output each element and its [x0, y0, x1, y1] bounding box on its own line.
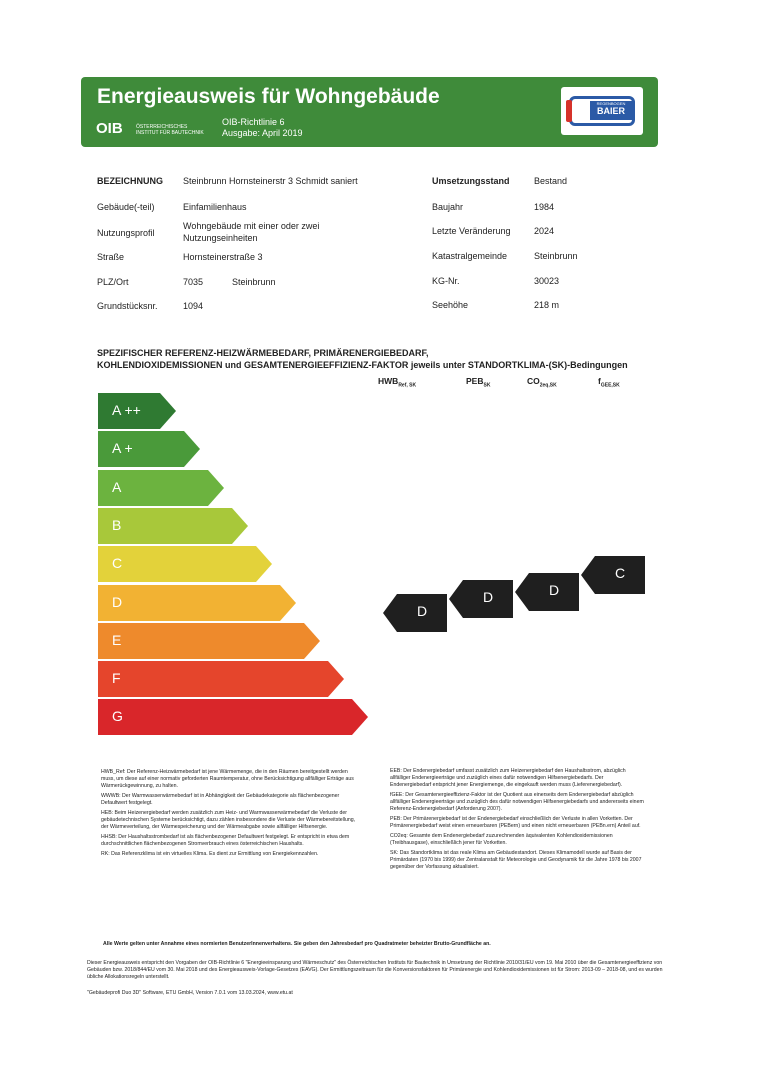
strasse-label: Straße [97, 252, 125, 262]
umsetzung-value: Bestand [534, 176, 568, 186]
rating-hwb-arrow [383, 594, 447, 632]
col-peb [466, 376, 490, 389]
strasse-value: Hornsteinerstraße 3 [183, 252, 263, 262]
baujahr-value: 1984 [534, 202, 555, 212]
col-fgee [598, 376, 620, 389]
scale-bar-7 [98, 661, 344, 697]
scale-bar-label: D [112, 593, 123, 610]
richtlinie-info [222, 117, 303, 139]
bezeichnung-label: BEZEICHNUNG [97, 176, 164, 186]
rating-hwb [383, 594, 447, 632]
logo-text [590, 101, 632, 120]
note-hwb: HWB_Ref: Der Referenz-Heizwärmebedarf ist jene Wärmemenge, die in den Räumen bereitgestellt werden muss, um diese auf einer normativ geforderten Raumtemperatur, ohne Berücksichtigung allfälliger Erträge aus Wärmerückgewinnung, zu halten. [101, 769, 354, 789]
scale-bar-0 [98, 393, 176, 429]
note-heb: HEB: Beim Heizenergiebedarf werden zusätzlich zum Heiz- und Warmwasserwärmebedarf die Verluste der gebäudetechnischen Systeme berücksichtigt, dazu zählen insbesondere die Verluste der Wärmebereitstellung, der Wärmeverteilung, der Wärmespeicherung und der Wärmeabgabe sowie allfälliger Hilfsenergie. [101, 810, 356, 830]
rating-fgee-arrow [581, 556, 645, 594]
rating-peb-arrow [449, 580, 513, 618]
note-sk: SK: Das Standortklima ist das reale Klima am Gebäudestandort. Dieses Klimamodell wurde auf Basis der Primärdaten (1970 bis 1999) der Zentralanstalt für Meteorologie und Geodynamik für die Jahre 1978 bis 2007 gegenüber der Vorfassung aktualisiert. [390, 850, 642, 870]
logo-brand-text: BAIER [596, 106, 625, 116]
note-eeb: EEB: Der Endenergiebedarf umfasst zusätzlich zum Heizenergiebedarf den Haushaltsstrom, abzüglich allfälliger Endenergieerträge und zuzüglich eines dafür notwendigen Hilfsenergiebedarfs. Der Endenergiebedarf entspricht jener Energiemenge, die eingekauft werden muss (Lieferenergiebedarf). [390, 768, 626, 788]
footer-legal: Dieser Energieausweis entspricht den Vorgaben der OIB-Richtlinie 6 "Energieeinsparung und Wärmeschutz" des Österreichischen Instituts für Bautechnik in Umsetzung der Richtlinie 2010/31/EU vom 19. Mai 2010 über die Gesamtenergieeffizienz von Gebäuden bzw. 2018/844/EU vom 30. Mai 2018 und des Energieausweis-Vorlage-Gesetzes (EAVG). Der Ermittlungszeitraum für die Konversionsfaktoren für Primärenergie und Kohlendioxidemissionen ist für Strom: 2013-09 – 2018-08, und es wurden übliche Allokationsregeln unterstellt. [87, 960, 663, 980]
nutzung-label: Nutzungsprofil [97, 228, 155, 238]
rating-co2-arrow [515, 573, 579, 611]
note-co2: CO2eq: Gesamte dem Endenergiebedarf zuzurechnenden äquivalenten Kohlendioxidemissionen (Treibhausgase), einschließlich jener für Vorketten. [390, 833, 613, 846]
nutzung-value [183, 220, 319, 244]
scale-bar-label: E [112, 631, 122, 648]
col-hwb-sub: Ref, SK [398, 382, 417, 389]
oib-line2: INSTITUT FÜR BAUTECHNIK [136, 130, 204, 136]
scale-bar-label: A [112, 478, 122, 495]
note-alle-werte: Alle Werte gelten unter Annahme eines normierten BenutzerInnenverhaltens. Sie geben den Jahresbedarf pro Quadratmeter beheizter Brutto-Grundfläche an. [103, 941, 491, 947]
plz-label: PLZ/Ort [97, 277, 129, 287]
veraenderung-label: Letzte Veränderung [432, 226, 511, 236]
notes-right [390, 768, 646, 871]
scale-bar-5 [98, 585, 296, 621]
scale-bar-8 [98, 699, 368, 735]
rating-co2-label: D [549, 582, 560, 598]
scale-bar-label: A + [112, 440, 133, 457]
ausgabe-label: Ausgabe: April 2019 [222, 128, 303, 138]
seehoehe-label: Seehöhe [432, 300, 469, 310]
col-co2-label: CO [527, 376, 540, 386]
section-heading-line2: KOHLENDIOXIDEMISSIONEN und GESAMTENERGIEEFFIZIENZ-FAKTOR jeweils unter STANDORTKLIMA-(SK)-Bedingungen [97, 360, 628, 370]
section-heading [97, 347, 657, 371]
oib-subtitle [136, 124, 216, 136]
grundstueck-label: Grundstücksnr. [97, 301, 158, 311]
rating-peb-label: D [483, 589, 494, 605]
col-fgee-label: f [598, 376, 601, 386]
veraenderung-value: 2024 [534, 226, 555, 236]
rating-fgee [581, 556, 645, 594]
footer-software: "Gebäudeprofi Duo 3D" Software, ETU GmbH, Version 7.0.1 vom 13.03.2024, www.etu.at [87, 990, 293, 996]
plz-value: 7035 [183, 277, 204, 287]
col-hwb-label: HWB [378, 376, 399, 386]
note-fgee: fGEE: Der Gesamtenergieeffizienz-Faktor ist der Quotient aus einerseits dem Endenergiebedarf abzüglich allfälliger Endenergieerträge und zuzüglich des dafür notwendigen Hilfsenergiebedarfs und andererseits einem Referenz-Endenergiebedarf (Anforderung 2007). [390, 792, 644, 812]
bezeichnung-value: Steinbrunn Hornsteinerstr 3 Schmidt saniert [183, 176, 358, 186]
nutzung-line2: Nutzungseinheiten [183, 233, 258, 243]
section-heading-line1: SPEZIFISCHER REFERENZ-HEIZWÄRMEBEDARF, PRIMÄRENERGIEBEDARF, [97, 348, 429, 358]
katastral-label: Katastralgemeinde [432, 251, 508, 261]
ort-value: Steinbrunn [232, 277, 276, 287]
col-hwb [378, 376, 416, 389]
kgnr-label: KG-Nr. [432, 276, 460, 286]
gebaeude-value: Einfamilienhaus [183, 202, 247, 212]
seehoehe-value: 218 m [534, 300, 560, 310]
col-co2 [527, 376, 557, 389]
logo-accent [566, 100, 572, 122]
baujahr-label: Baujahr [432, 202, 464, 212]
katastral-value: Steinbrunn [534, 251, 578, 261]
oib-line1: ÖSTERREICHISCHES [136, 124, 188, 130]
nutzung-line1: Wohngebäude mit einer oder zwei [183, 221, 320, 231]
scale-bar-label: G [112, 708, 123, 725]
scale-bar-2 [98, 470, 224, 506]
scale-bar-6 [98, 623, 320, 659]
note-wwwb: WWWB: Der Warmwasserwärmebedarf ist in Abhängigkeit der Gebäudekategorie als flächenbezogener Defaultwert festgelegt. [101, 793, 340, 806]
rating-fgee-label: C [615, 565, 626, 581]
notes-left [101, 769, 359, 858]
scale-bar-label: B [112, 516, 122, 533]
rating-co2 [515, 573, 579, 611]
gebaeude-label: Gebäude(-teil) [97, 202, 155, 212]
scale-bar-label: F [112, 670, 121, 687]
col-co2-sub: 2eq,SK [539, 382, 557, 389]
rating-peb [449, 580, 513, 618]
logo-small-text: REGENBOGEN [596, 101, 626, 106]
scale-bar-label: C [112, 555, 123, 572]
umsetzung-label: Umsetzungsstand [432, 176, 510, 186]
scale-bar-4 [98, 546, 272, 582]
oib-logo: OIB [96, 120, 123, 137]
richtlinie-label: OIB-Richtlinie 6 [222, 117, 285, 127]
scale-bar-3 [98, 508, 248, 544]
kgnr-value: 30023 [534, 276, 560, 286]
col-peb-sub: SK [483, 382, 491, 389]
note-rk: RK: Das Referenzklima ist ein virtuelles Klima. Es dient zur Ermittlung von Energiekennzahlen. [101, 851, 319, 857]
scale-bar-label: A ++ [112, 402, 141, 418]
grundstueck-value: 1094 [183, 301, 204, 311]
col-fgee-sub: GEE,SK [600, 382, 620, 389]
note-hhsb: HHSB: Der Haushaltsstrombedarf ist als flächenbezogener Defaultwert festgelegt. Er entspricht in etwa dem durchschnittlichen flächenbezogenen Stromverbrauch eines österreichischen Haushalts. [101, 834, 350, 847]
document-title: Energieausweis für Wohngebäude [97, 85, 440, 108]
note-peb: PEB: Der Primärenergiebedarf ist der Endenergiebedarf einschließlich der Verluste in allen Vorketten. Der Primärenergiebedarf weist einen erneuerbaren (PEBern) und einen nicht erneuerbaren (PEBn.ern) Anteil auf. [390, 816, 641, 829]
scale-bar-1 [98, 431, 200, 467]
col-peb-label: PEB [466, 376, 484, 386]
rating-hwb-label: D [417, 603, 428, 619]
